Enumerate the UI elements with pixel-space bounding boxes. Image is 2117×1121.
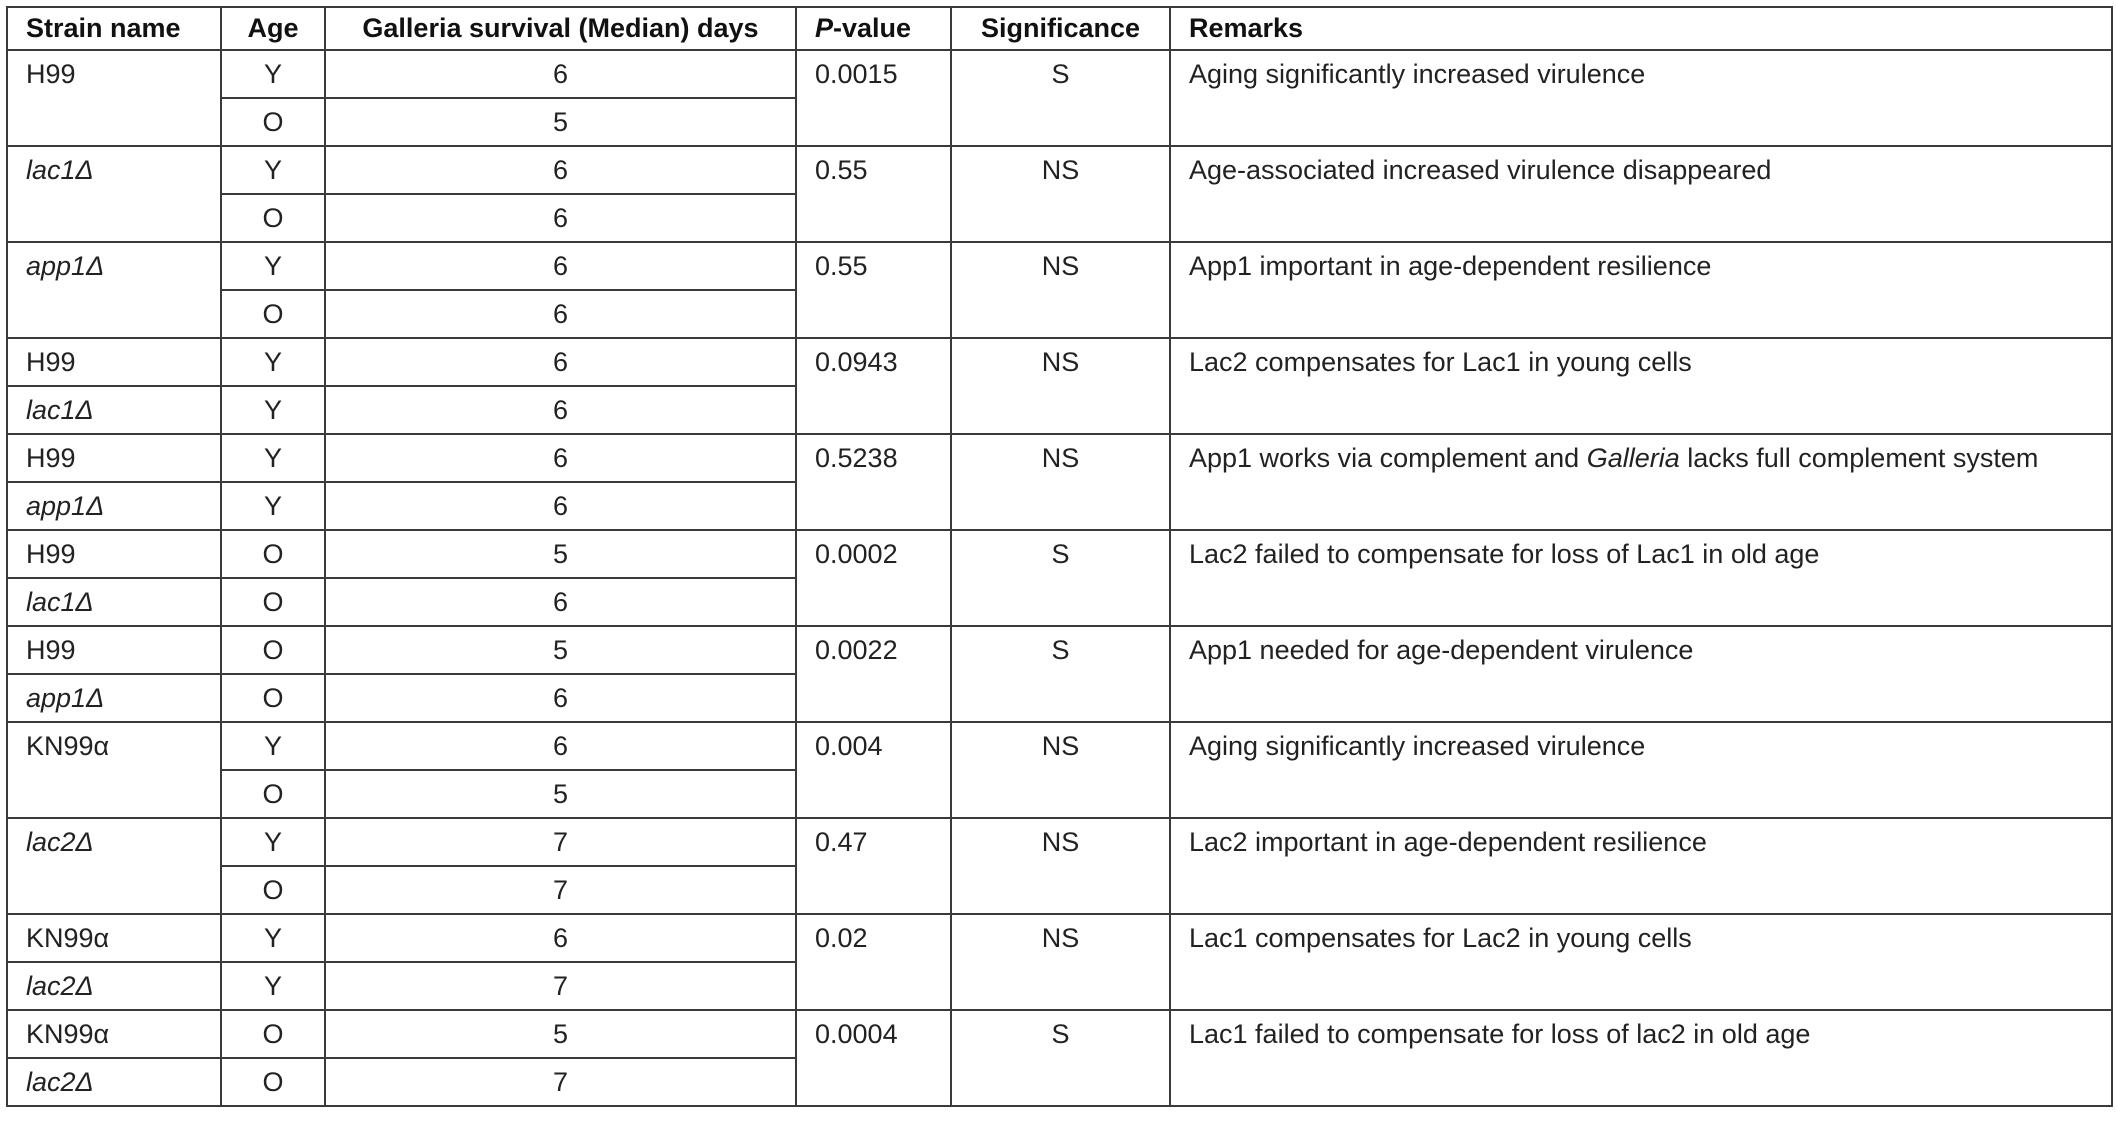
remarks-text: Lac1 failed to compensate for loss of lac2 in old age [1189,1019,1811,1049]
survival-days-cell: 6 [325,578,796,626]
age-cell: O [221,1058,325,1106]
remarks-cell [1170,242,2112,338]
significance-cell: NS [951,146,1170,242]
strain-name: KN99α [26,923,110,953]
remarks-text: Lac2 failed to compensate for loss of Lac1 in old age [1189,539,1820,569]
remarks-text: App1 works via complement and [1189,443,1587,473]
strain-name: lac2Δ [26,1067,94,1097]
significance-cell: S [951,626,1170,722]
survival-days-cell: 6 [325,50,796,98]
table-row [7,146,2112,194]
remarks-text: App1 important in age-dependent resilience [1189,251,1712,281]
strain-name: app1Δ [26,683,105,713]
survival-days-cell: 6 [325,242,796,290]
age-cell: O [221,578,325,626]
age-cell: O [221,98,325,146]
survival-days-cell: 6 [325,722,796,770]
strain-name-cell [7,962,221,1010]
age-cell: O [221,290,325,338]
p-value-cell: 0.0002 [796,530,951,626]
survival-days-cell: 6 [325,434,796,482]
table-row [7,1010,2112,1058]
remarks-cell [1170,146,2112,242]
survival-days-cell: 6 [325,194,796,242]
p-value-cell: 0.0943 [796,338,951,434]
strain-name-cell [7,626,221,674]
survival-days-cell: 5 [325,626,796,674]
strain-name-cell [7,530,221,578]
age-cell: Y [221,914,325,962]
significance-cell: NS [951,818,1170,914]
header-galleria-survival: Galleria survival (Median) days [325,7,796,50]
strain-name-cell [7,722,221,818]
strain-name: KN99α [26,731,110,761]
significance-cell: NS [951,242,1170,338]
strain-name: lac2Δ [26,971,94,1001]
survival-days-cell: 5 [325,1010,796,1058]
remarks-text: Age-associated increased virulence disappeared [1189,155,1772,185]
header-strain-name: Strain name [7,7,221,50]
age-cell: Y [221,386,325,434]
header-p-value-rest: -value [833,13,912,43]
strain-name-cell [7,578,221,626]
survival-days-cell: 6 [325,290,796,338]
age-cell: Y [221,242,325,290]
remarks-cell [1170,1010,2112,1106]
significance-cell: NS [951,338,1170,434]
strain-name-cell [7,146,221,242]
remarks-text: App1 needed for age-dependent virulence [1189,635,1694,665]
survival-days-cell: 5 [325,98,796,146]
survival-days-cell: 7 [325,962,796,1010]
p-value-cell: 0.55 [796,146,951,242]
remarks-cell [1170,434,2112,530]
age-cell: O [221,530,325,578]
survival-days-cell: 6 [325,146,796,194]
remarks-text: lacks full complement system [1679,443,2039,473]
age-cell: Y [221,482,325,530]
survival-days-cell: 7 [325,866,796,914]
strain-name-cell [7,50,221,146]
remarks-cell [1170,338,2112,434]
significance-cell: S [951,530,1170,626]
remarks-text: Aging significantly increased virulence [1189,731,1646,761]
p-value-cell: 0.0004 [796,1010,951,1106]
table-row [7,722,2112,770]
remarks-cell [1170,626,2112,722]
survival-days-cell: 5 [325,530,796,578]
table-row [7,818,2112,866]
strain-name-cell [7,386,221,434]
strain-name-cell [7,242,221,338]
table-body [7,50,2112,1106]
strain-name: KN99α [26,1019,110,1049]
p-value-cell: 0.0015 [796,50,951,146]
significance-cell: NS [951,914,1170,1010]
significance-cell: S [951,1010,1170,1106]
table-container [6,6,2113,1107]
p-value-cell: 0.55 [796,242,951,338]
age-cell: Y [221,818,325,866]
strain-name-cell [7,1058,221,1106]
table-row [7,434,2112,482]
table-header [7,7,2112,50]
survival-days-cell: 6 [325,482,796,530]
p-value-cell: 0.0022 [796,626,951,722]
age-cell: O [221,674,325,722]
strain-name: lac1Δ [26,155,94,185]
remarks-cell [1170,818,2112,914]
p-value-cell: 0.5238 [796,434,951,530]
strain-name-cell [7,914,221,962]
galleria-survival-table [6,6,2113,1107]
significance-cell: NS [951,434,1170,530]
survival-days-cell: 6 [325,674,796,722]
header-p-value [796,7,951,50]
age-cell: Y [221,338,325,386]
strain-name: H99 [26,539,76,569]
strain-name-cell [7,434,221,482]
strain-name: H99 [26,59,76,89]
remarks-italic-text: Galleria [1586,443,1680,473]
p-value-cell: 0.02 [796,914,951,1010]
strain-name-cell [7,482,221,530]
header-row [7,7,2112,50]
remarks-cell [1170,530,2112,626]
table-row [7,914,2112,962]
age-cell: O [221,770,325,818]
header-remarks: Remarks [1170,7,2112,50]
age-cell: Y [221,146,325,194]
age-cell: O [221,866,325,914]
significance-cell: S [951,50,1170,146]
age-cell: Y [221,962,325,1010]
strain-name: lac1Δ [26,587,94,617]
strain-name: H99 [26,347,76,377]
remarks-text: Aging significantly increased virulence [1189,59,1646,89]
table-row [7,530,2112,578]
age-cell: O [221,194,325,242]
remarks-text: Lac1 compensates for Lac2 in young cells [1189,923,1692,953]
remarks-text: Lac2 important in age-dependent resilience [1189,827,1707,857]
strain-name: app1Δ [26,491,105,521]
remarks-cell [1170,50,2112,146]
remarks-cell [1170,914,2112,1010]
age-cell: Y [221,50,325,98]
strain-name-cell [7,818,221,914]
header-age: Age [221,7,325,50]
survival-days-cell: 6 [325,338,796,386]
survival-days-cell: 6 [325,386,796,434]
table-row [7,50,2112,98]
header-p-value-italic: P [815,13,834,43]
survival-days-cell: 7 [325,1058,796,1106]
table-row [7,242,2112,290]
age-cell: Y [221,722,325,770]
age-cell: O [221,626,325,674]
strain-name: lac2Δ [26,827,94,857]
remarks-cell [1170,722,2112,818]
strain-name: H99 [26,635,76,665]
age-cell: O [221,1010,325,1058]
significance-cell: NS [951,722,1170,818]
age-cell: Y [221,434,325,482]
survival-days-cell: 5 [325,770,796,818]
strain-name-cell [7,674,221,722]
strain-name: H99 [26,443,76,473]
p-value-cell: 0.47 [796,818,951,914]
strain-name: app1Δ [26,251,105,281]
survival-days-cell: 7 [325,818,796,866]
strain-name: lac1Δ [26,395,94,425]
table-row [7,338,2112,386]
survival-days-cell: 6 [325,914,796,962]
table-row [7,626,2112,674]
remarks-text: Lac2 compensates for Lac1 in young cells [1189,347,1692,377]
strain-name-cell [7,1010,221,1058]
header-significance: Significance [951,7,1170,50]
strain-name-cell [7,338,221,386]
p-value-cell: 0.004 [796,722,951,818]
